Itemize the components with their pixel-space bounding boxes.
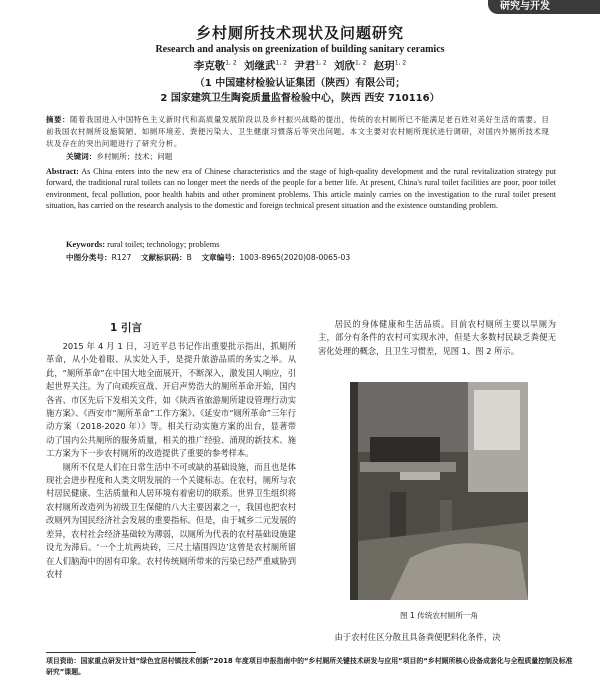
keywords-zh xyxy=(66,151,172,162)
body-paragraph: 由于农村住区分散且具备粪便肥料化条件，决 xyxy=(334,632,501,642)
body-paragraph: 居民的身体健康和生活品质。目前农村厕所主要以旱厕为主，部分有条件的农村可实现水冲，但是大多数村民缺乏粪便无害化处理的概念，且卫生习惯差，见图 1、图 2 所示。 xyxy=(318,319,556,356)
affiliation-2: 2 国家建筑卫生陶瓷质量监督检验中心，陕西 西安 710116） xyxy=(160,93,440,104)
clc-label: 中图分类号： xyxy=(66,253,112,262)
figure-1-caption: 图 1 传统农村厕所一角 xyxy=(399,611,478,620)
toilet-photo-illustration xyxy=(350,382,528,600)
keywords-zh-text: 乡村厕所；技术；问题 xyxy=(96,152,173,161)
paper-title-zh: 乡村厕所技术现状及问题研究 xyxy=(195,24,404,42)
abstract-en xyxy=(46,166,556,212)
author-affil-mark: 1, 2 xyxy=(225,59,237,67)
abstract-zh-text: 随着我国进入中国特色主义新时代和高质量发展阶段以及乡村振兴战略的提出，传统的农村厕所已不能满足老百姓对美好生活的需要。目前我国农村厕所设施简陋、如厕环境差、粪便污染大、卫生健康习惯落后等突出问题。本文主要对农村厕所现状进行调研，对国内外厕所技术现状及存在的突出问题进行了研究分析。 xyxy=(46,115,550,148)
author-affil-mark: 1, 2 xyxy=(275,59,287,67)
right-column-continuation xyxy=(318,631,556,644)
body-paragraph: 2015 年 4 月 1 日，习近平总书记作出重要批示指出，抓厕所革命，从小处着眼、从实处入手，是提升旅游品质的务实之举。从此，“厕所革命”在中国大地全面展开，不断深入，激发国人响应，引起世界关注。为了向顽疾宣战、开启声势浩大的厕所革命开始，国内各省、市区先后下发相关文件，如《陕西省旅游厕所建设管理行动实施方案》、《西安市“厕所革命”工作方案》、《延安市“厕所革命”三年行动方案（2018-2020 年）》等。相关行动实施方案的出台，显著带动了国内公共厕所的服务质量，相关的推广经验、涌现的新技术、施工方案为下一步农村厕所的改造提供了重要的参考样本。 xyxy=(46,341,296,459)
abstract-zh-label: 摘要： xyxy=(46,115,70,124)
body-paragraph: 厕所不仅是人们在日常生活中不可或缺的基础设施，而且也是体现社会进步程度和人类文明发展的一个关键标志。在农村，厕所与农村居民健康、生活质量和人居环境有着密切的联系。世界卫生组织将农村厕所改造列为初级卫生保健的八大主要因素之一，我国也把农村改厕列为国民经济社会发展的重要指标。但是，由于城乡二元发展的差异，农村社会经济基础较为薄弱，以厕所为代表的农村基础设施建设尤为滞后。‘一个土坑两块砖，三尺土墙围四边’这曾是农村厕所留在人们脑海中的固有印象。农村传统厕所带来的污染已经严重威胁到农村 xyxy=(46,461,296,579)
doc-code-label: 文献标识码： xyxy=(141,253,187,262)
funding-footnote: 项目资助：国家重点研发计划“绿色宜居村镇技术创新”2018 年度项目申报指南中的“乡村厕所关键技术研发与应用”项目的“乡村厕所核心设备成套化与全程质量控制及标准研究”课题。 xyxy=(46,657,573,676)
abstract-en-text: As China enters into the new era of Chinese characteristics and the stage of high-quality development and the rural revitalization strategy put forward, the traditional rural toilets can no longer meet the needs of the people for a better life. At present, China's rural toilet facilities are poor, poor toilet environment, fecal pollution, poor health habits and other prominent problems. This article mainly carries on the investigation to the rural toilet present situation, has carried on the research analysis to the domestic and foreign technical present situation and the existence outstanding problem. xyxy=(46,167,557,211)
clc-value: R127 xyxy=(111,253,132,262)
abstract-en-label: Abstract: xyxy=(46,167,79,176)
footnote-divider xyxy=(46,652,196,653)
author-affil-mark: 1, 2 xyxy=(315,59,327,67)
author-name: 刘继武 xyxy=(244,60,276,72)
keywords-en xyxy=(66,240,220,249)
paper-title-en: Research and analysis on greenization of building sanitary ceramics xyxy=(155,44,445,55)
author-name: 李克敬 xyxy=(193,60,226,72)
author-name: 尹君 xyxy=(294,60,316,72)
abstract-zh xyxy=(46,114,556,150)
left-column xyxy=(46,340,296,581)
doc-code-value: B xyxy=(186,253,192,262)
keywords-en-label: Keywords: xyxy=(66,240,106,249)
article-number-label: 文章编号： xyxy=(201,253,240,262)
article-number-value: 1003-8965(2020)08-0065-03 xyxy=(239,253,351,262)
section-tag: 研究与开发 xyxy=(488,0,600,14)
keywords-en-text: rural toilet; technology; problems xyxy=(107,240,220,249)
affiliation-1: （1 中国建材检验认证集团（陕西）有限公司； xyxy=(194,78,406,89)
figure-1-photo xyxy=(350,382,528,600)
author-affil-mark: 1, 2 xyxy=(394,59,407,67)
keywords-zh-label: 关键词： xyxy=(66,152,97,161)
right-column xyxy=(318,318,556,358)
section-heading-intro: 1 引言 xyxy=(110,322,142,334)
classification-line xyxy=(66,252,350,263)
author-name: 刘欣 xyxy=(334,60,356,72)
author-name: 赵玥 xyxy=(373,60,395,72)
author-affil-mark: 1, 2 xyxy=(355,59,367,67)
author-list xyxy=(0,58,600,73)
